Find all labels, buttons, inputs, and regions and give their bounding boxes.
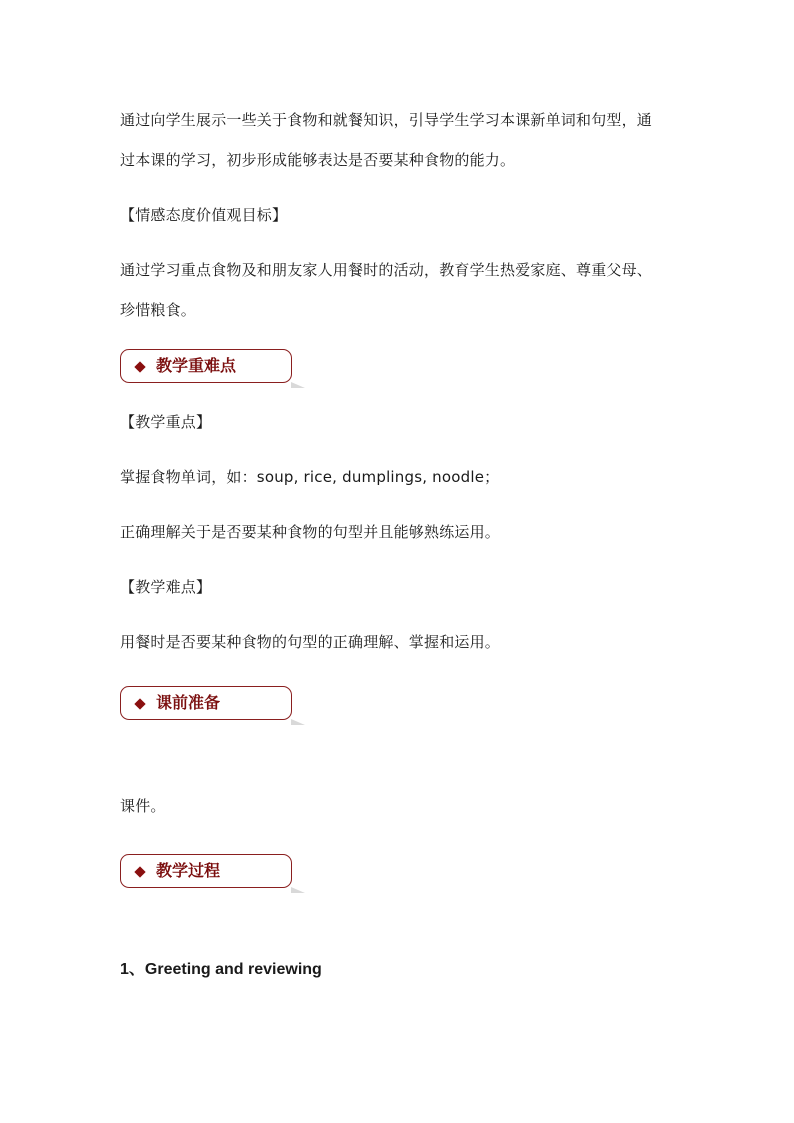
section-title: 教学重难点 — [156, 356, 237, 375]
key-points-line-1: 掌握食物单词，如：soup, rice, dumplings, noodle； — [120, 468, 500, 486]
box-shadow-tail — [291, 719, 305, 725]
section-process — [120, 854, 292, 888]
emotion-goal-heading: 【情感态度价值观目标】 — [120, 206, 288, 224]
section-title: 课前准备 — [156, 693, 221, 712]
box-shadow-tail — [291, 382, 305, 388]
difficult-points-heading: 【教学难点】 — [120, 578, 212, 596]
intro-line-2: 过本课的学习，初步形成能够表达是否要某种食物的能力。 — [120, 151, 516, 169]
key-points-heading: 【教学重点】 — [120, 413, 212, 431]
process-step-1-heading: 1、Greeting and reviewing — [120, 961, 322, 978]
key-points-line-2: 正确理解关于是否要某种食物的句型并且能够熟练运用。 — [120, 523, 501, 541]
box-shadow-tail — [291, 887, 305, 893]
diamond-bullet-icon — [134, 698, 145, 709]
preparation-line-1: 课件。 — [120, 797, 166, 815]
diamond-bullet-icon — [134, 361, 145, 372]
section-preparation — [120, 686, 292, 720]
section-title: 教学过程 — [156, 861, 221, 880]
emotion-goal-line-1: 通过学习重点食物及和朋友家人用餐时的活动，教育学生热爱家庭、尊重父母、 — [120, 261, 653, 279]
difficult-points-line-1: 用餐时是否要某种食物的句型的正确理解、掌握和运用。 — [120, 633, 501, 651]
emotion-goal-line-2: 珍惜粮食。 — [120, 301, 197, 319]
intro-line-1: 通过向学生展示一些关于食物和就餐知识，引导学生学习本课新单词和句型，通 — [120, 111, 653, 129]
section-key-difficult — [120, 349, 292, 383]
diamond-bullet-icon — [134, 866, 145, 877]
